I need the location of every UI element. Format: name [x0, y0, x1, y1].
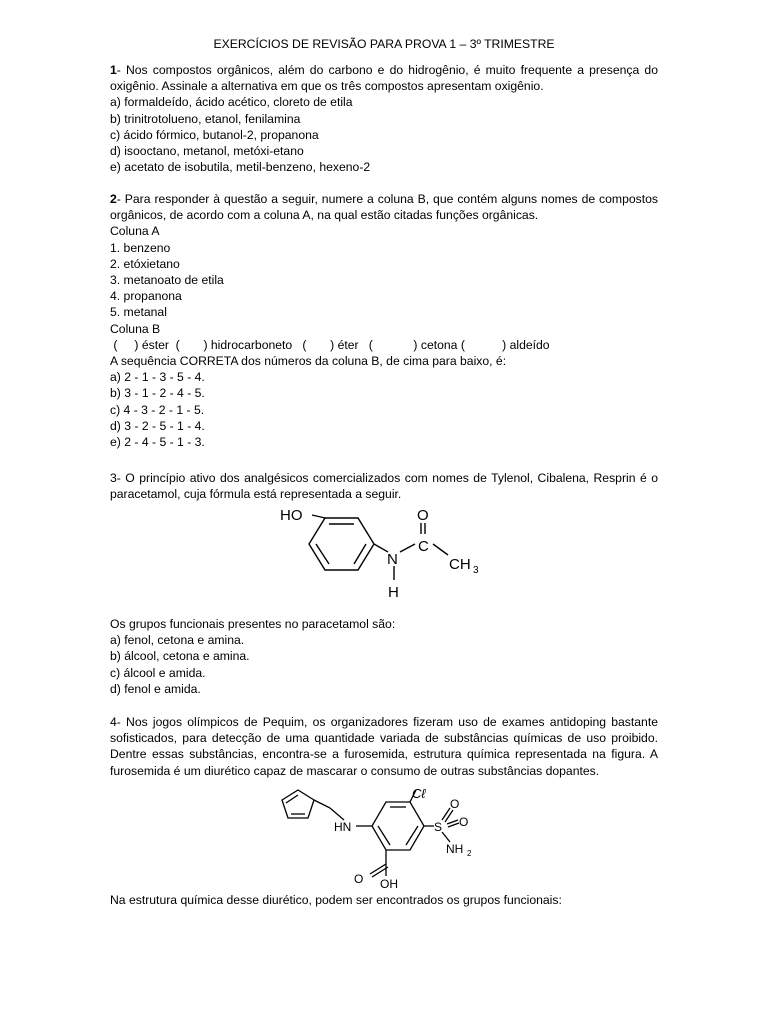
- paracetamol-structure-figure: [278, 500, 496, 604]
- furosemide-structure-figure: [272, 782, 494, 894]
- label-carbon: C: [418, 538, 429, 555]
- column-a-item: 4. propanona: [110, 289, 182, 304]
- question-1-option-d: d) isooctano, metanol, metóxi-etano: [110, 144, 304, 159]
- question-1-option-c: c) ácido fórmico, butanol-2, propanona: [110, 127, 319, 142]
- question-3: [110, 470, 658, 502]
- question-4-prompt-block: [110, 892, 658, 908]
- label-sub-3: 3: [473, 565, 479, 576]
- label-oxygen-1: O: [450, 797, 460, 811]
- label-sulfur: S: [434, 820, 443, 834]
- label-sub-2: 2: [467, 849, 472, 858]
- column-b-items: ( ) éster ( ) hidrocarboneto ( ) éter ( ) cetona ( ) aldeído: [110, 337, 550, 352]
- column-a-item: 3. metanoato de etila: [110, 273, 224, 288]
- label-hn: HN: [334, 820, 352, 834]
- question-1-text: - Nos compostos orgânicos, além do carbono e do hidrogênio, é muito frequente a presença do oxigênio. Assinale a alternativa em que os três compostos apresentam oxigênio.: [110, 63, 658, 94]
- question-2-option-e: e) 2 - 4 - 5 - 1 - 3.: [110, 435, 205, 450]
- label-oxygen-3: O: [354, 872, 364, 886]
- column-a-item: 1. benzeno: [110, 240, 171, 255]
- question-3-statement: 3- O princípio ativo dos analgésicos comercializados com nomes de Tylenol, Cibalena, Resprin é o paracetamol, cuja fórmula está representada a seguir.: [110, 471, 658, 502]
- question-3-option-a: a) fenol, cetona e amina.: [110, 633, 245, 648]
- column-b-label: Coluna B: [110, 321, 161, 336]
- column-a-item: 2. etóxietano: [110, 256, 180, 271]
- column-a-label: Coluna A: [110, 224, 160, 239]
- question-1-option-b: b) trinitrotolueno, etanol, fenilamina: [110, 111, 301, 126]
- document-title: EXERCÍCIOS DE REVISÃO PARA PROVA 1 – 3º TRIMESTRE: [213, 37, 555, 51]
- question-3-prompt: Os grupos funcionais presentes no paracetamol são:: [110, 617, 396, 631]
- label-ch: CH: [449, 556, 471, 573]
- question-2: [110, 191, 658, 450]
- question-3-option-b: b) álcool, cetona e amina.: [110, 649, 250, 664]
- question-1-statement: [110, 62, 658, 94]
- question-3-option-d: d) fenol e amida.: [110, 681, 201, 696]
- benzene-ring: [372, 802, 424, 850]
- question-1-option-e: e) acetato de isobutila, metil-benzeno, hexeno-2: [110, 160, 371, 175]
- label-nitrogen: N: [387, 551, 398, 568]
- question-2-statement: [110, 191, 658, 223]
- question-2-text: - Para responder à questão a seguir, numere a coluna B, que contém alguns nomes de compostos orgânicos, de acordo com a coluna A, na qual estão citadas funções orgânicas.: [110, 192, 658, 223]
- label-nh: NH: [446, 842, 464, 856]
- question-2-option-a: a) 2 - 1 - 3 - 5 - 4.: [110, 370, 205, 385]
- column-a-item: 5. metanal: [110, 305, 167, 320]
- question-3-answers: [110, 616, 658, 697]
- label-oh: OH: [380, 877, 398, 891]
- label-chlorine: Cℓ: [412, 786, 426, 801]
- label-oxygen-2: O: [459, 815, 469, 829]
- question-2-option-b: b) 3 - 1 - 2 - 4 - 5.: [110, 386, 205, 401]
- benzene-ring: [309, 518, 374, 570]
- question-2-option-c: c) 4 - 3 - 2 - 1 - 5.: [110, 402, 205, 417]
- question-4-prompt: Na estrutura química desse diurético, podem ser encontrados os grupos funcionais:: [110, 893, 562, 907]
- question-1: [110, 62, 658, 175]
- label-hydrogen: H: [388, 584, 399, 601]
- label-ho: HO: [280, 507, 303, 524]
- question-4-statement: 4- Nos jogos olímpicos de Pequim, os organizadores fizeram uso de exames antidoping bastante sofisticados, para detecção de uma quantidade variada de substâncias químicas de uso proibido. Dentre essas substâncias, encontra-se a furosemida, estrutura química representada na figura. A furosemida é um diurético capaz de mascarar o consumo de outras substâncias dopantes.: [110, 715, 658, 778]
- question-2-option-d: d) 3 - 2 - 5 - 1 - 4.: [110, 418, 205, 433]
- label-oxygen: O: [417, 507, 429, 524]
- question-3-option-c: c) álcool e amida.: [110, 665, 206, 680]
- question-1-option-a: a) formaldeído, ácido acético, cloreto de etila: [110, 95, 353, 110]
- question-4: [110, 714, 658, 779]
- question-2-prompt: A sequência CORRETA dos números da coluna B, de cima para baixo, é:: [110, 354, 507, 369]
- question-1-number: 1: [110, 63, 117, 77]
- question-2-number: 2: [110, 192, 117, 206]
